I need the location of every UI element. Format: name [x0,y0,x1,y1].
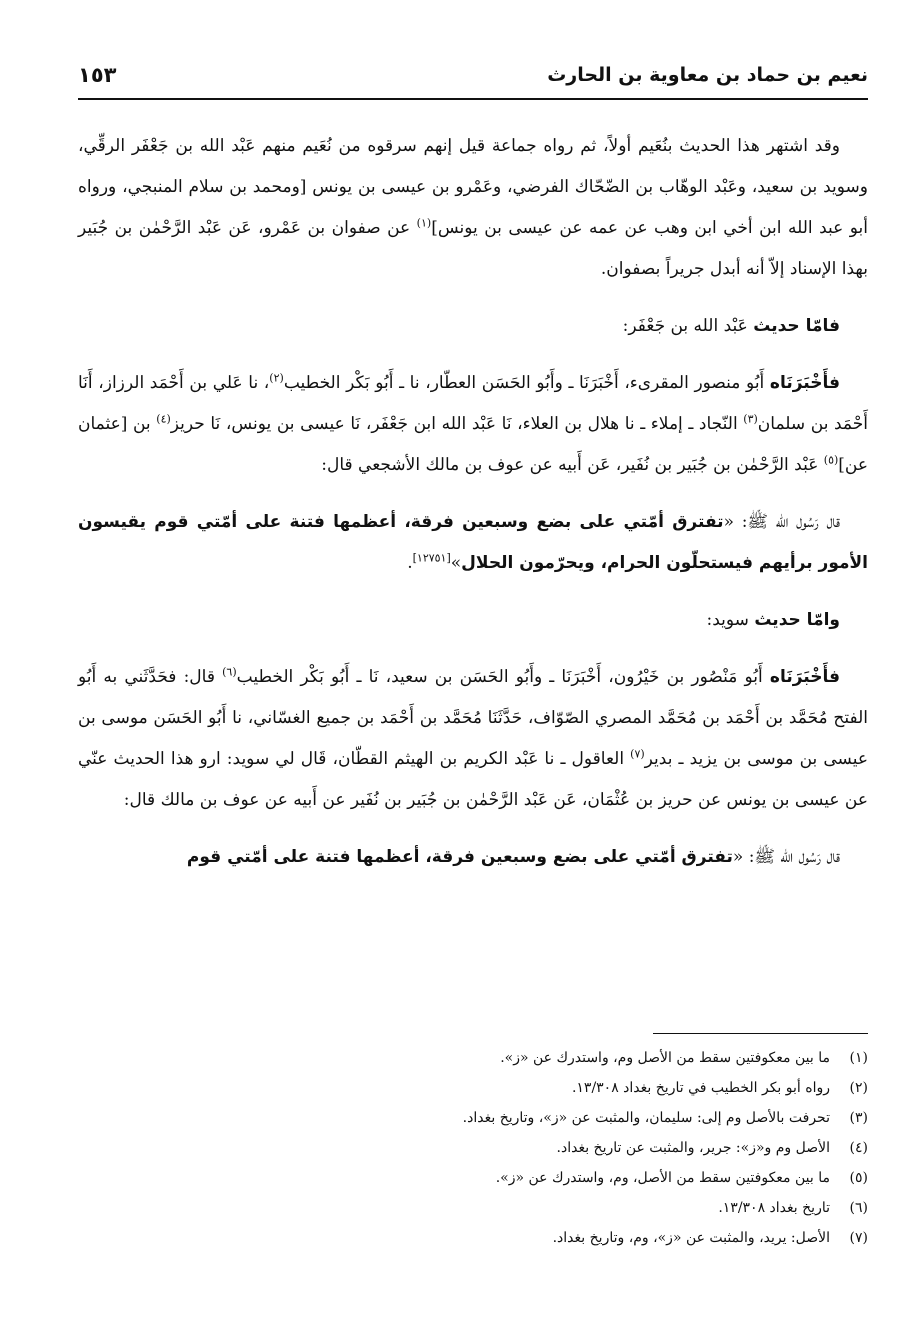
main-text [78,126,868,894]
footnote-ref: (٣) [743,412,758,426]
section-heading-abdullah: فامّا حديث عَبْد الله بن جَعْفَر: [622,316,840,336]
footnote-item: (٥) ما بين معكوفتين سقط من الأصل، وم، واستدرك عن «ز». [495,1170,868,1186]
paragraph-isnad-1: فأَخْبَرَنَاه أَبُو منصور المقرىء، أَخْبَرَنَا ـ وأَبُو الحَسَن العطّار، نا ـ أَبُو بَكْر الخطيب$^{(٢)}$، نا عَلي بن أَحْمَد الرزاز، أَنَا أَحْمَد بن سلمان$^{(٣)}$ النّجاد ـ إملاء ـ نا هلال بن العلاء، نَا عَبْد الله ابن جَعْفَر، نَا عيسى بن يونس، نَا حريز$^{(٤)}$ بن [عثمان عن]$^{(٥)}$ عَبْد الرَّحْمٰن بن جُبَير بن نُفَير، عَن أَبيه عن عوف بن مالك الأشجعي قال: [78,371,868,475]
footnote-ref: (٢) [269,371,284,385]
header-rule [78,98,868,100]
paragraph-intro: وقد اشتهر هذا الحديث بنُعَيم أولاً، ثم رواه جماعة قيل إنهم سرقوه من نُعَيم منهم عَبْد الله بن جَعْفَر الرقِّي، وسويد بن سعيد، وعَبْد الوهّاب بن الضّحّاك الفرضي، وعَمْرو بن عيسى بن يونس [ومحمد بن سلام المنبجي، ورواه أبو عبد الله ابن أخي ابن وهب عن عمه عن عيسى بن يونس]$^{(١)}$ عن صفوان بن عَمْرو، عَن عَبْد الرَّحْمٰن بن جُبَير بهذا الإسناد إلاّ أنه أبدل جريراً بصفوان. [78,136,868,279]
footnote-item: (٤) الأصل وم و«ز»: جرير، والمثبت عن تاريخ بغداد. [556,1140,868,1156]
page-header [78,58,868,92]
footnote-ref: (١) [416,216,432,230]
footnote-item: (٢) رواه أبو بكر الخطيب في تاريخ بغداد ١٣/٣٠٨. [571,1080,868,1096]
footnote-item: (٧) الأصل: يريد، والمثبت عن «ز»، وم، وتاريخ بغداد. [552,1230,868,1246]
paragraph-isnad-2: فأَخْبَرَنَاه أَبُو مَنْصُور بن خَيْرُون، أَخْبَرَنَا ـ وأَبُو الحَسَن بن سعيد، نَا ـ أَبُو بَكْر الخطيب$^{(٦)}$ قال: فحَدَّثَني به أَبُو الفتح مُحَمَّد بن أَحْمَد بن مُحَمَّد المصري الصّوّاف، حَدَّثَنَا مُحَمَّد بن أَحْمَد بن جميع الغسّاني، نا أَبُو الحَسَن موسى بن عيسى بن موسى بن يزيد ـ بدير$^{(٧)}$ العاقول ـ نا عَبْد الكريم بن الهيثم القطّان، قَال لي سويد: ارو هذا الحديث عنّي عن عيسى بن يونس عن حريز بن عُثْمَان، عَن عَبْد الرَّحْمٰن بن جُبَير بن نُفَير عن أَبيه عن عوف بن مالك قال: [78,665,868,810]
footnotes [78,1043,868,1253]
hadith-text-2: قال رَسُول الله ﷺ: «تفترق أمّتي على بضع وسبعين فرقة، أعظمها فتنة على أمّتي قوم [186,847,840,867]
footnote-ref: (٦) [222,665,237,679]
hadith-number: [١٢٧٥١] [412,551,451,565]
footnote-ref: (٧) [630,747,645,761]
section-heading-suwayd: وامّا حديث سويد: [706,610,840,630]
footnote-ref: (٥) [823,453,839,467]
footnote-item: (٦) تاريخ بغداد ١٣/٣٠٨. [718,1200,868,1216]
running-title: نعيم بن حماد بن معاوية بن الحارث [547,64,868,86]
footnote-item: (٣) تحرفت بالأصل وم إلى: سليمان، والمثبت عن «ز»، وتاريخ بغداد. [462,1110,868,1126]
page-number: ١٥٣ [78,63,117,87]
footnote-item: (١) ما بين معكوفتين سقط من الأصل وم، واستدرك عن «ز». [500,1050,868,1066]
hadith-text-1: قال رَسُول الله ﷺ: «تفترق أمّتي على بضع وسبعين فرقة، أعظمها فتنة على أمّتي قوم يقيسون الأمور برأيهم فيستحلّون الحرام، ويحرّمون الحلال»[١٢٧٥١]. [78,512,868,573]
footnote-ref: (٤) [156,412,171,426]
footnote-rule [653,1033,868,1034]
